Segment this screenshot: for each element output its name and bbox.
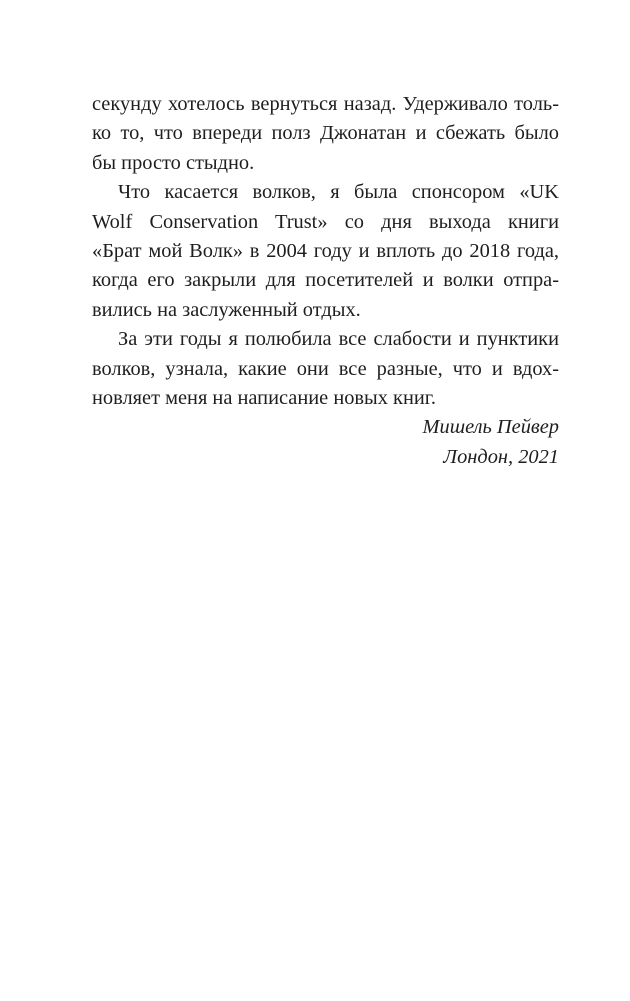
paragraph-2-line-2: Wolf Conservation Trust» со дня выхода книги (92, 210, 559, 233)
paragraph-2-line-3: «Брат мой Волк» в 2004 году и вплоть до 2018 года, (92, 239, 559, 262)
paragraph-1-line-2: ко то, что впереди полз Джонатан и сбежать было (92, 122, 559, 145)
paragraph-1-line-1: секунду хотелось вернуться назад. Удерживало толь- (92, 93, 559, 115)
page-text (92, 90, 559, 472)
paragraph-1-line-3: бы просто стыдно. (92, 151, 255, 174)
paragraph-3-line-1: За эти годы я полюбила все слабости и пунктики (118, 328, 559, 351)
paragraph-2-line-1: Что касается волков, я была спонсором «UK (118, 181, 559, 204)
paragraph-2-line-5: вились на заслуженный отдых. (92, 298, 361, 321)
signature-author: Мишель Пейвер (422, 416, 559, 439)
signature-place-date: Лондон, 2021 (443, 445, 559, 468)
paragraph-2-line-4: когда его закрыли для посетителей и волки отпра- (92, 269, 559, 292)
paragraph-3-line-3: новляет меня на написание новых книг. (92, 386, 436, 409)
paragraph-3-line-2: волков, узнала, какие они все разные, что и вдох- (92, 357, 559, 380)
